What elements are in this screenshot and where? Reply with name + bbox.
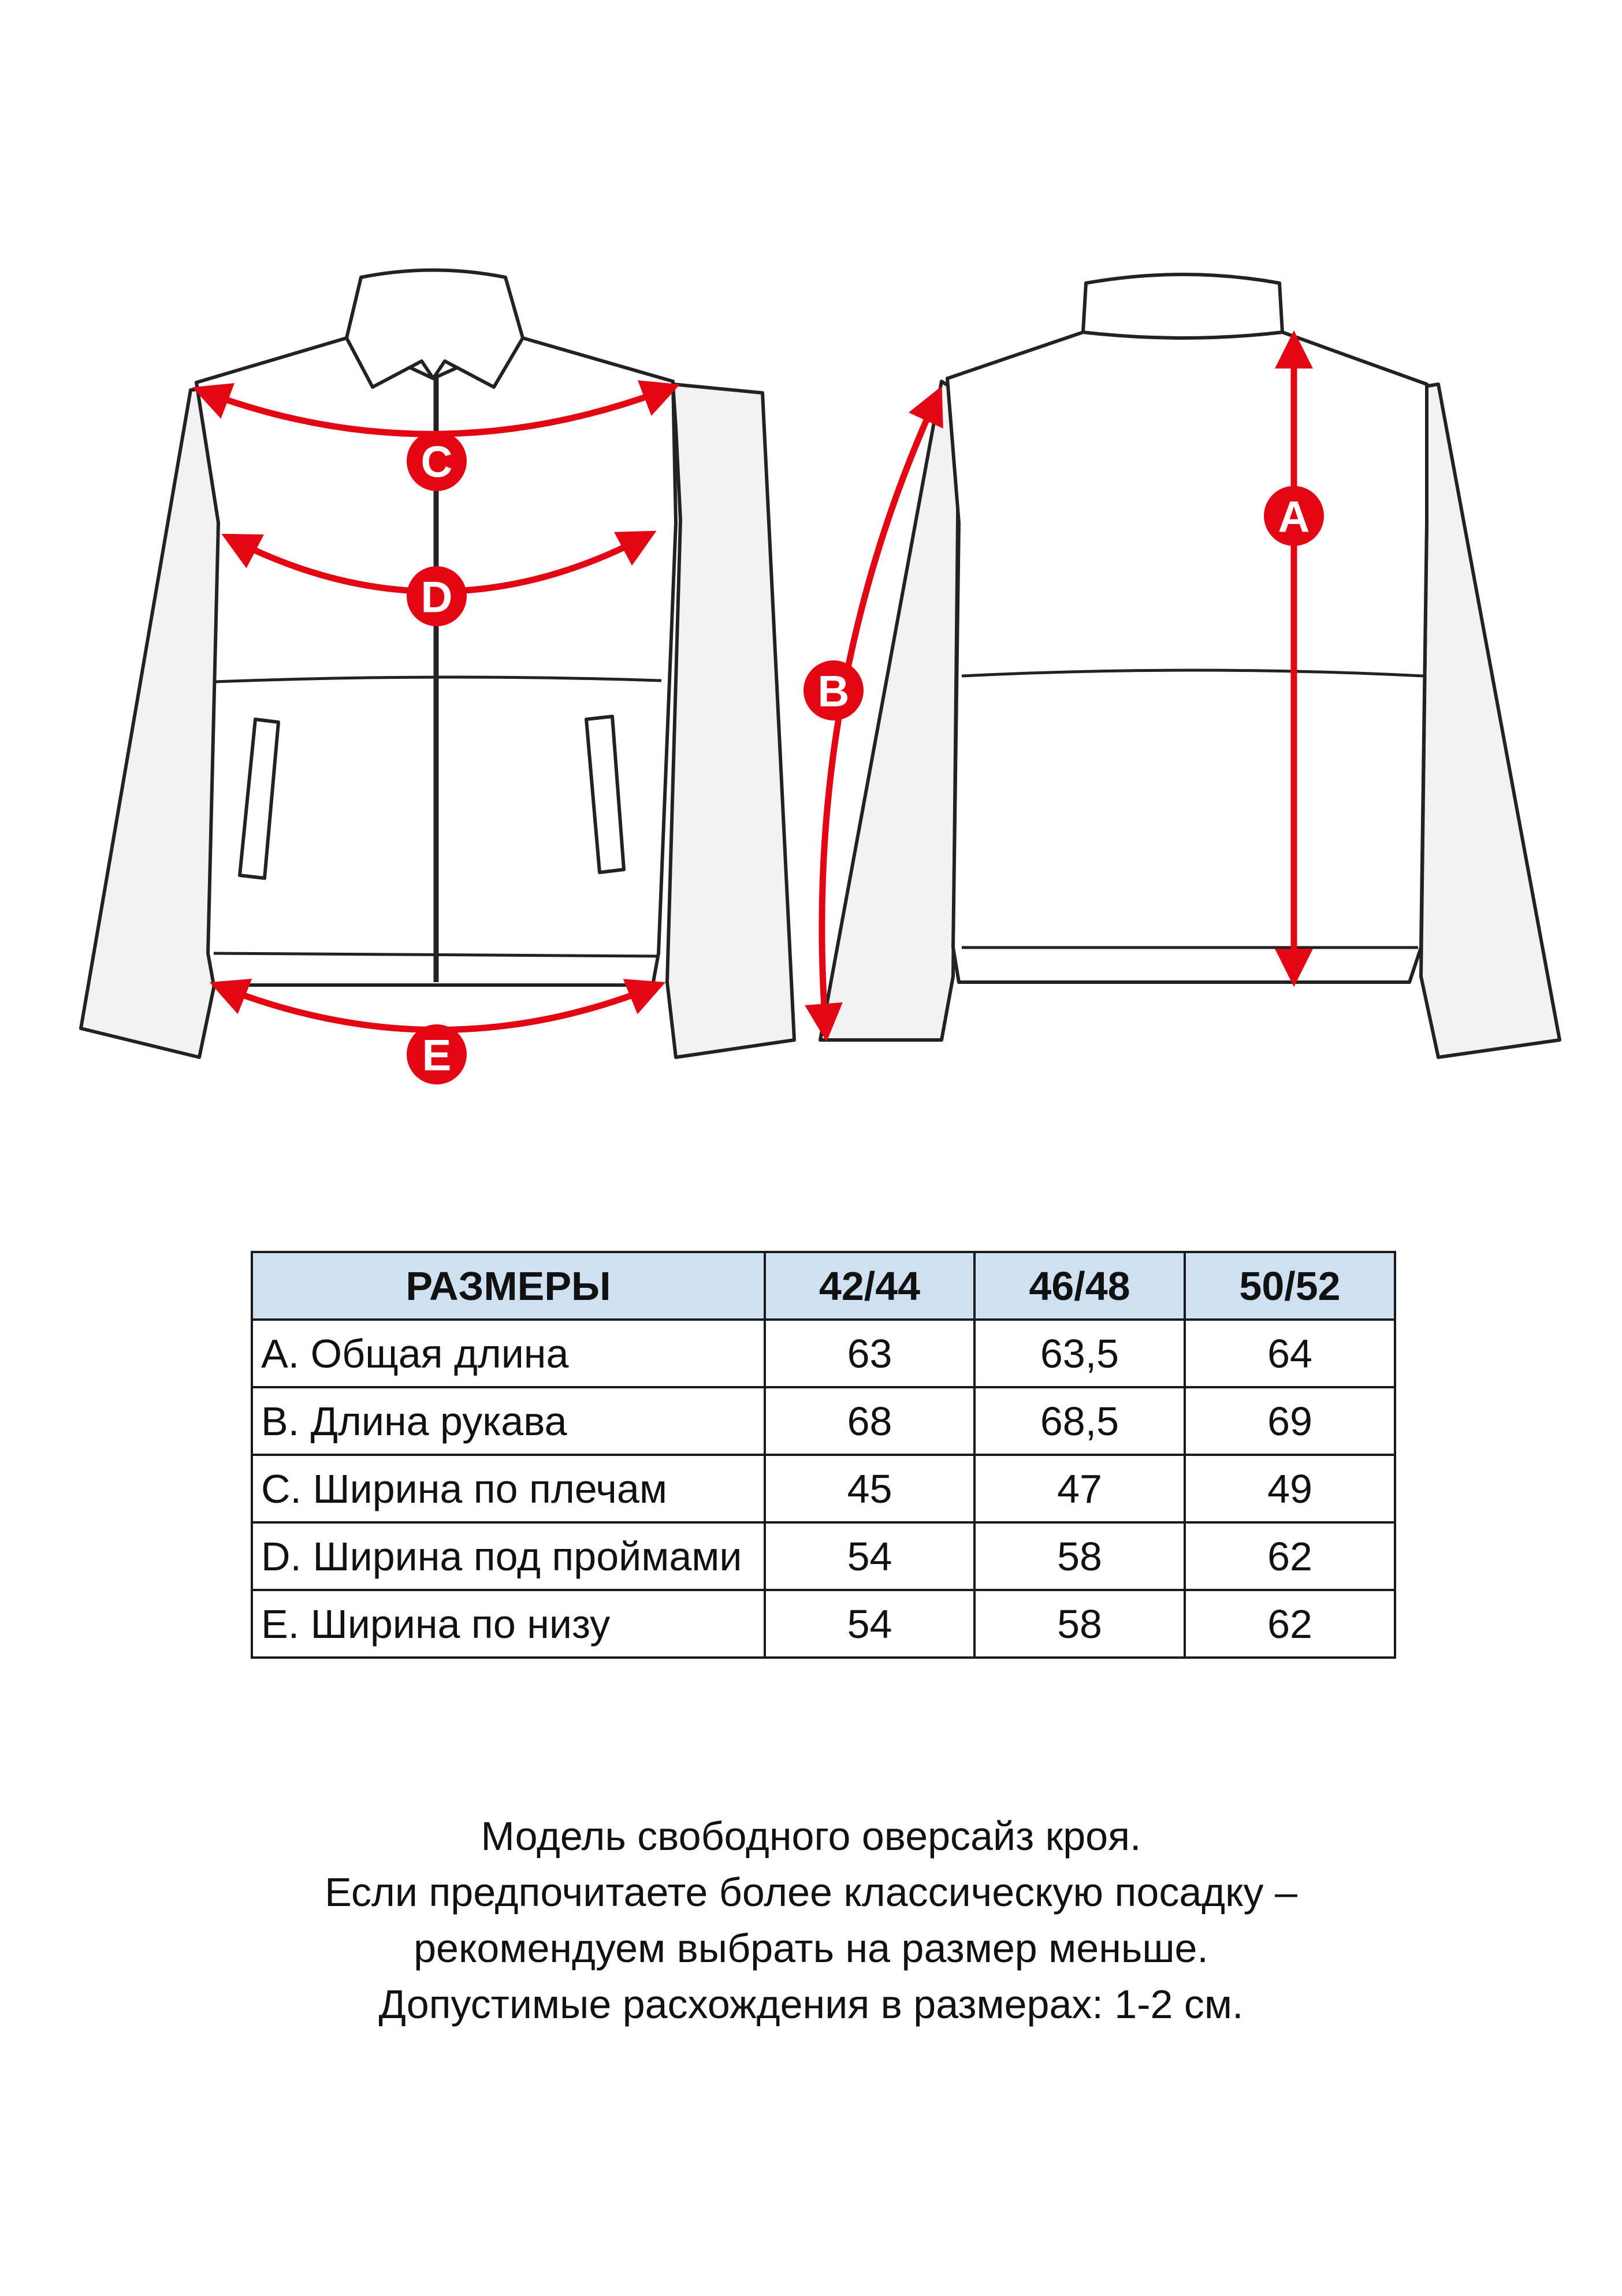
table-cell: 45 <box>765 1455 974 1522</box>
label-c-badge <box>407 431 467 491</box>
fit-note <box>0 1808 1622 2033</box>
size-table-header-row <box>252 1252 1395 1320</box>
table-cell: 69 <box>1185 1387 1395 1455</box>
table-cell: 47 <box>974 1455 1185 1522</box>
table-cell: 63 <box>765 1320 974 1387</box>
note-line: рекомендуем выбрать на размер меньше. <box>414 1926 1208 1971</box>
row-label-hem-width: E. Ширина по низу <box>252 1590 765 1658</box>
table-cell: 68,5 <box>974 1387 1185 1455</box>
header-size-42-44: 42/44 <box>765 1252 974 1320</box>
label-d-text: D <box>421 573 453 622</box>
table-cell: 58 <box>974 1522 1185 1590</box>
header-size-46-48: 46/48 <box>974 1252 1185 1320</box>
table-row <box>252 1387 1395 1455</box>
measure-e-arrow <box>217 985 659 1030</box>
table-row <box>252 1320 1395 1387</box>
table-cell: 49 <box>1185 1455 1395 1522</box>
label-a-badge <box>1264 486 1324 546</box>
size-table <box>251 1251 1396 1659</box>
table-cell: 63,5 <box>974 1320 1185 1387</box>
label-b-text: B <box>817 667 850 716</box>
note-line: Модель свободного оверсайз кроя. <box>481 1814 1141 1859</box>
label-b-badge <box>803 660 864 720</box>
label-d-badge <box>407 566 467 626</box>
table-cell: 62 <box>1185 1522 1395 1590</box>
label-a-text: A <box>1278 492 1310 542</box>
row-label-sleeve-length: B. Длина рукава <box>252 1387 765 1455</box>
header-sizes: РАЗМЕРЫ <box>252 1252 765 1320</box>
table-cell: 54 <box>765 1522 974 1590</box>
row-label-total-length: A. Общая длина <box>252 1320 765 1387</box>
row-label-underarm-width: D. Ширина под проймами <box>252 1522 765 1590</box>
jacket-front-drawing <box>81 270 794 1058</box>
table-cell: 58 <box>974 1590 1185 1658</box>
label-c-text: C <box>421 437 453 487</box>
header-size-50-52: 50/52 <box>1185 1252 1395 1320</box>
table-row <box>252 1522 1395 1590</box>
jacket-back-drawing <box>817 274 1560 1057</box>
label-e-badge <box>407 1024 467 1084</box>
table-cell: 64 <box>1185 1320 1395 1387</box>
note-line: Допустимые расхождения в размерах: 1-2 см. <box>378 1982 1244 2027</box>
table-cell: 68 <box>765 1387 974 1455</box>
table-row <box>252 1455 1395 1522</box>
label-e-text: E <box>422 1031 452 1080</box>
table-cell: 62 <box>1185 1590 1395 1658</box>
table-row <box>252 1590 1395 1658</box>
table-cell: 54 <box>765 1590 974 1658</box>
note-line: Если предпочитаете более классическую посадку – <box>325 1870 1297 1915</box>
row-label-shoulder-width: C. Ширина по плечам <box>252 1455 765 1522</box>
